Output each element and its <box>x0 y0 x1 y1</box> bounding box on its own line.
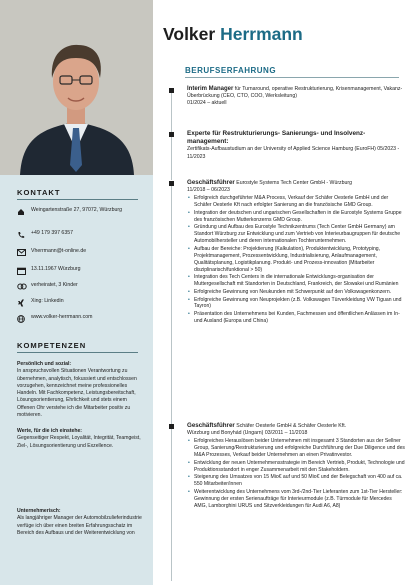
entry-company: Schäfer Oesterle GmbH & Schäfer Oesterle Kft. <box>234 423 347 429</box>
profile-photo <box>0 0 153 175</box>
contact-divider <box>17 199 138 200</box>
globe-icon <box>17 314 31 323</box>
bullet-item: • Aufbau der Bereiche: Projektierung (Kalkulation), Produktentwicklung, Prototyping, Projektmanagement, Prozessentwicklung, Industrialisierung, Anlaufmanagement, Qualitätsplanung, Logistikplanung. Produkt- und Prozess-innovation (Mitarbeiter disziplinarisch/funktional > 50) <box>187 246 405 274</box>
rings-icon <box>17 282 31 291</box>
bullet-item: • Integration der deutschen und ungarischen Gesellschaften in die Eurostyle Systems Gruppe des französischen Mutterkonzerns GMD Group. <box>187 210 405 224</box>
entry-heading <box>187 86 405 100</box>
home-icon <box>17 207 31 216</box>
contact-email-text[interactable]: Vherrmann@t-online.de <box>31 248 87 254</box>
portrait-image <box>0 0 153 175</box>
competence-personal <box>17 361 143 419</box>
entry-bullets <box>187 438 405 509</box>
contact-family-text: verheiratet, 3 Kinder <box>31 282 78 288</box>
experience-title: BERUFSERFAHRUNG <box>185 66 277 75</box>
contact-address <box>17 207 147 216</box>
entry-heading <box>187 179 405 187</box>
timeline-line-2 <box>171 183 172 581</box>
experience-entry <box>187 422 405 510</box>
bullet-item: • Erfolgreiche Gewinnung von Neuprojekten (z.B. Volkswagen Türverkleidung VW Tiguan und Tayron) <box>187 297 405 311</box>
bullet-item: • Präsentation des Unternehmens bei Kunden, Fachmessen und öffentlichen Anlässen im In- und Ausland (Europa und China) <box>187 311 405 325</box>
bullet-item: • Steigerung des Umsatzes von 15 Mio€ auf und 50 Mio€ und der Belegschaft von 400 auf ca. 550 Mitarbeiter/innen <box>187 474 405 488</box>
entry-dates: Zertifikats-Aufbaustudium an der University of Applied Science Hamburg (EuroFH) 05/2023 - 11/2023 <box>187 146 400 160</box>
bullet-item: • Entwicklung der neuen Unternehmensstrategie im Bereich Vertrieb, Produkt, Technologie und Produktionsstandort in enger Zusammenarbeit mit den Stakeholdern. <box>187 460 405 474</box>
contact-family <box>17 282 147 291</box>
experience-divider <box>185 77 399 78</box>
competence-personal-text: In anspruchsvollen Situationen Verantwortung zu übernehmen, analytisch, fokussiert und entschlossen vorzugehen, kennzeichnet meine professionelles Handeln. Mit Fachkompetenz, Leistungsbereitschaft, Lösungsorientierung, Ehrlichkeit und stets einem Offenen Ohr verstehe ich die Mitarbeiter positiv zu motivieren. <box>17 368 137 419</box>
competences-title: KOMPETENZEN <box>17 341 87 350</box>
entry-heading <box>187 422 405 430</box>
entry-title: Experte für Restrukturierungs- Sanierungs- und Insolvenz-management: <box>187 130 366 146</box>
contact-birth-text: 13.11.1967 Würzburg <box>31 266 81 272</box>
timeline-marker <box>169 132 174 137</box>
bullet-item: • Erfolgreich durchgeführter M&A Process, Verkauf der Schäfer Oesterle GmbH und der Schäfer Oesterle Kft nach erfolgter Sanierung an die französische GMD Group. <box>187 195 405 209</box>
experience-entry <box>187 86 405 107</box>
entry-dates: 01/2024 – aktuell <box>187 100 227 107</box>
contact-phone <box>17 230 147 239</box>
experience-entry <box>187 179 405 326</box>
phone-icon <box>17 230 31 239</box>
bullet-item: • Integration des Tech Centers in die internationale Entwicklungs-organisation der Muttergesellschaft mit Standorten in Deutschland, Frankreich, der Slowakei und Rumänien <box>187 274 405 288</box>
entry-title: Interim Manager <box>187 86 234 92</box>
last-name: Herrmann <box>220 24 303 44</box>
entry-company: Eurostyle Systems Tech Center GmbH - Würzburg <box>234 180 353 186</box>
timeline-marker <box>169 88 174 93</box>
contact-xing <box>17 298 147 307</box>
competence-entrepreneurial <box>17 508 143 537</box>
bullet-item: • Weiterentwicklung des Unternehmens vom 3rd-/2nd-Tier Lieferanten zum 1st-Tier Hersteller: Gewinnung der ersten Serienaufträge für Interieurmodule (z.B. Türmodule für Mercedes AMG, Lamborghini URUS und Sitzverkleidungen für Audi A6, A8) <box>187 489 405 510</box>
contact-phone-text[interactable]: +49 179 397 6357 <box>31 230 73 236</box>
competence-entrepreneurial-text: Als langjähriger Manager der Automobilzulieferindustrie verfüge ich über einen breiten Erfahrungsschatz im Bereich des Aufbaus und der Weiterentwicklung von <box>17 515 142 536</box>
xing-icon <box>17 298 31 307</box>
contact-birth <box>17 266 147 275</box>
competence-entrepreneurial-heading: Unternehmerisch: <box>17 508 61 514</box>
entry-bullets <box>187 195 405 325</box>
contact-email <box>17 248 147 257</box>
competence-values-heading: Werte, für die ich einstehe: <box>17 428 83 434</box>
competence-values <box>17 428 143 450</box>
competence-personal-heading: Persönlich und sozial: <box>17 361 72 367</box>
contact-address-text: Weingartenstraße 27, 97072, Würzburg <box>31 207 123 213</box>
entry-dates: 11/2018 – 06/2023 <box>187 187 230 193</box>
mail-icon <box>17 248 31 257</box>
bullet-item: • Erfolgreiches Herauslösen beider Unternehmen mit insgesamt 3 Standorten aus der Sellner Group, Sanierung/Restrukturierung und erfolgreiche Durchführung der Due Diligence und des M&A Prozesses, Verkauf beider Unternehmen an einen Privatinvestor. <box>187 438 405 459</box>
contact-title: KONTAKT <box>17 188 61 197</box>
first-name: Volker <box>163 24 216 44</box>
calendar-icon <box>17 266 31 275</box>
sidebar <box>0 0 153 585</box>
contact-xing-text[interactable]: Xing: Linkedin <box>31 298 64 304</box>
entry-title: Geschäftsführer <box>187 422 235 429</box>
entry-title: Geschäftsführer <box>187 179 235 186</box>
timeline-marker <box>169 181 174 186</box>
experience-entry <box>187 130 405 161</box>
timeline-marker <box>169 424 174 429</box>
entry-dates: Würzburg und Bonyhád (Ungarn) 03/2011 – 11/2018 <box>187 430 308 436</box>
entry-title-rest: für Turnaround, operative Restrukturierung, Krisenmanagement, Vakanz-Überbrückung (CEO, CTO, COO, Werksleitung) <box>187 86 403 100</box>
contact-website <box>17 314 147 323</box>
person-name <box>163 24 303 45</box>
competence-values-text: Gegenseitiger Respekt, Loyalität, Integrität, Teamgeist, Ziel-, Lösungsorientierung und Exzellence. <box>17 435 141 449</box>
contact-website-text[interactable]: www.volker-herrmann.com <box>31 314 93 320</box>
bullet-item: • Erfolgreiche Gewinnung von Neukunden mit Schwerpunkt auf den Volkswagenkonzern. <box>187 289 405 296</box>
bullet-item: • Gründung und Aufbau des Eurostyle Technikzentrums (Tech Center GmbH Germany) am Standort Würzburg zur Entwicklung und zum Vertrieb von Interieurbaugruppen für deutsche Automobilhersteller und deren internationalen Tochterunternehmen. <box>187 224 405 245</box>
competences-divider <box>17 352 138 353</box>
